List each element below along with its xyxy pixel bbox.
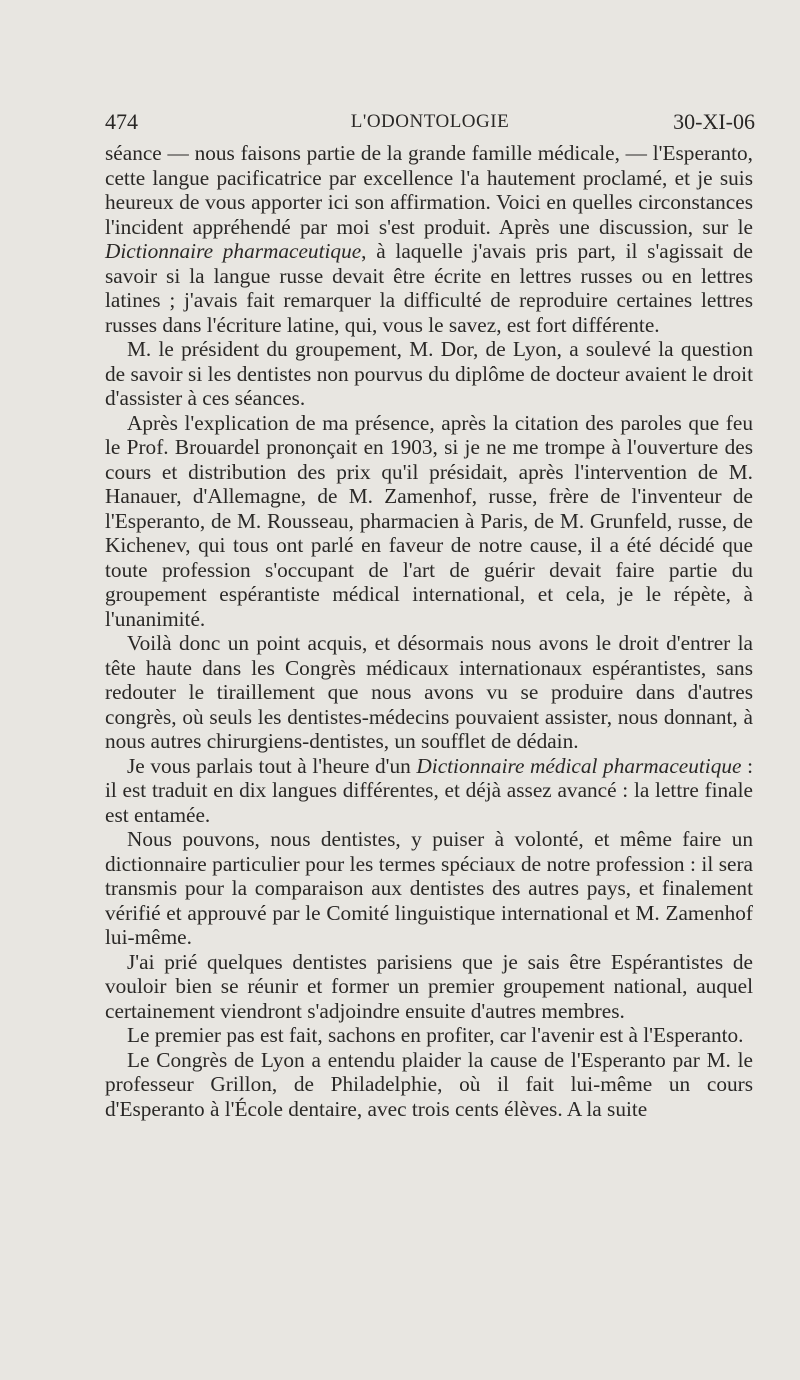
paragraph-text: Le Congrès de Lyon a entendu plaider la cause de l'Esperanto par M. le professeur Grillon, de Philadelphie, où il fait lui-même un cours d'Esperanto à l'École dentaire, avec trois cents élèves. A la suite: [105, 1047, 753, 1121]
paragraph: [105, 337, 753, 411]
italic-title: Dictionnaire pharmaceutique: [105, 239, 362, 263]
paragraph: [105, 141, 753, 337]
paragraph-text: : il est traduit en dix langues différentes, et déjà assez avancé : la lettre finale est entamée.: [105, 753, 753, 827]
italic-title: Dictionnaire médical pharmaceutique: [416, 753, 742, 778]
paragraph-text: Je vous parlais tout à l'heure d'un: [127, 753, 417, 778]
paragraph-text: J'ai prié quelques dentistes parisiens que je sais être Espérantistes de vouloir bien se réunir et former un premier groupement national, auquel certainement viendront s'adjoindre ensuite d'autres membres.: [105, 949, 753, 1023]
paragraph-text: Après l'explication de ma présence, après la citation des paroles que feu le Prof. Brouardel prononçait en 1903, si je ne me trompe à l'ouverture des cours et distribution des prix qu'il présidait, après l'intervention de M. Hanauer, d'Allemagne, de M. Zamenhof, russe, frère de l'inventeur de l'Esperanto, de M. Rousseau, pharmacien à Paris, de M. Grunfeld, russe, de Kichenev, qui tous ont parlé en faveur de notre cause, il a été décidé que toute profession s'occupant de l'art de guérir devait faire partie du groupement espérantiste médical international, et cela, je le répète, à l'unanimité.: [105, 410, 753, 631]
paragraph: [105, 754, 753, 828]
paragraph: [105, 1023, 753, 1048]
paragraph: [105, 1048, 753, 1122]
paragraph: [105, 631, 753, 754]
paragraph-text: M. le président du groupement, M. Dor, de Lyon, a soulevé la question de savoir si les dentistes non pourvus du diplôme de docteur avaient le droit d'assister à ces séances.: [105, 337, 753, 410]
paragraph-text: , à laquelle j'avais pris part, il s'agissait de savoir si la langue russe devait être écrite en lettres russes ou en lettres latines ; j'avais fait remarquer la difficulté de reproduire certaines lettres russes dans l'écriture latine, qui, vous le savez, est fort différente.: [105, 239, 753, 337]
running-header: [105, 107, 755, 137]
page-number: 474: [105, 109, 138, 134]
paragraph-text: Nous pouvons, nous dentistes, y puiser à volonté, et même faire un dictionnaire particulier pour les termes spéciaux de notre profession : il sera transmis pour la comparaison aux dentistes des autres pays, et finalement vérifié et approuvé par le Comité linguistique international et M. Zamenhof lui-même.: [105, 827, 753, 949]
paragraph-text: Le premier pas est fait, sachons en profiter, car l'avenir est à l'Esperanto.: [127, 1023, 744, 1047]
article-body: [105, 141, 753, 1121]
paragraph: [105, 950, 753, 1024]
issue-date: 30-XI-06: [673, 109, 755, 134]
paragraph: [105, 827, 753, 950]
journal-title: L'ODONTOLOGIE: [350, 111, 510, 132]
paragraph-text: séance — nous faisons partie de la grande famille médicale, — l'Esperanto, cette langue pacificatrice par excellence l'a hautement proclamé, et je suis heureux de vous apporter ici son affirmation. Voici en quelles circonstances l'incident appréhendé par moi s'est produit. Après une discussion, sur le: [105, 141, 753, 239]
paragraph-text: Voilà donc un point acquis, et désormais nous avons le droit d'entrer la tête haute dans les Congrès médicaux internationaux espérantistes, sans redouter le tiraillement que nous avons vu se produire dans d'autres congrès, où seuls les dentistes-médecins pouvaient assister, nous donnant, à nous autres chirurgiens-dentistes, un soufflet de dédain.: [105, 631, 753, 753]
paragraph: [105, 411, 753, 632]
